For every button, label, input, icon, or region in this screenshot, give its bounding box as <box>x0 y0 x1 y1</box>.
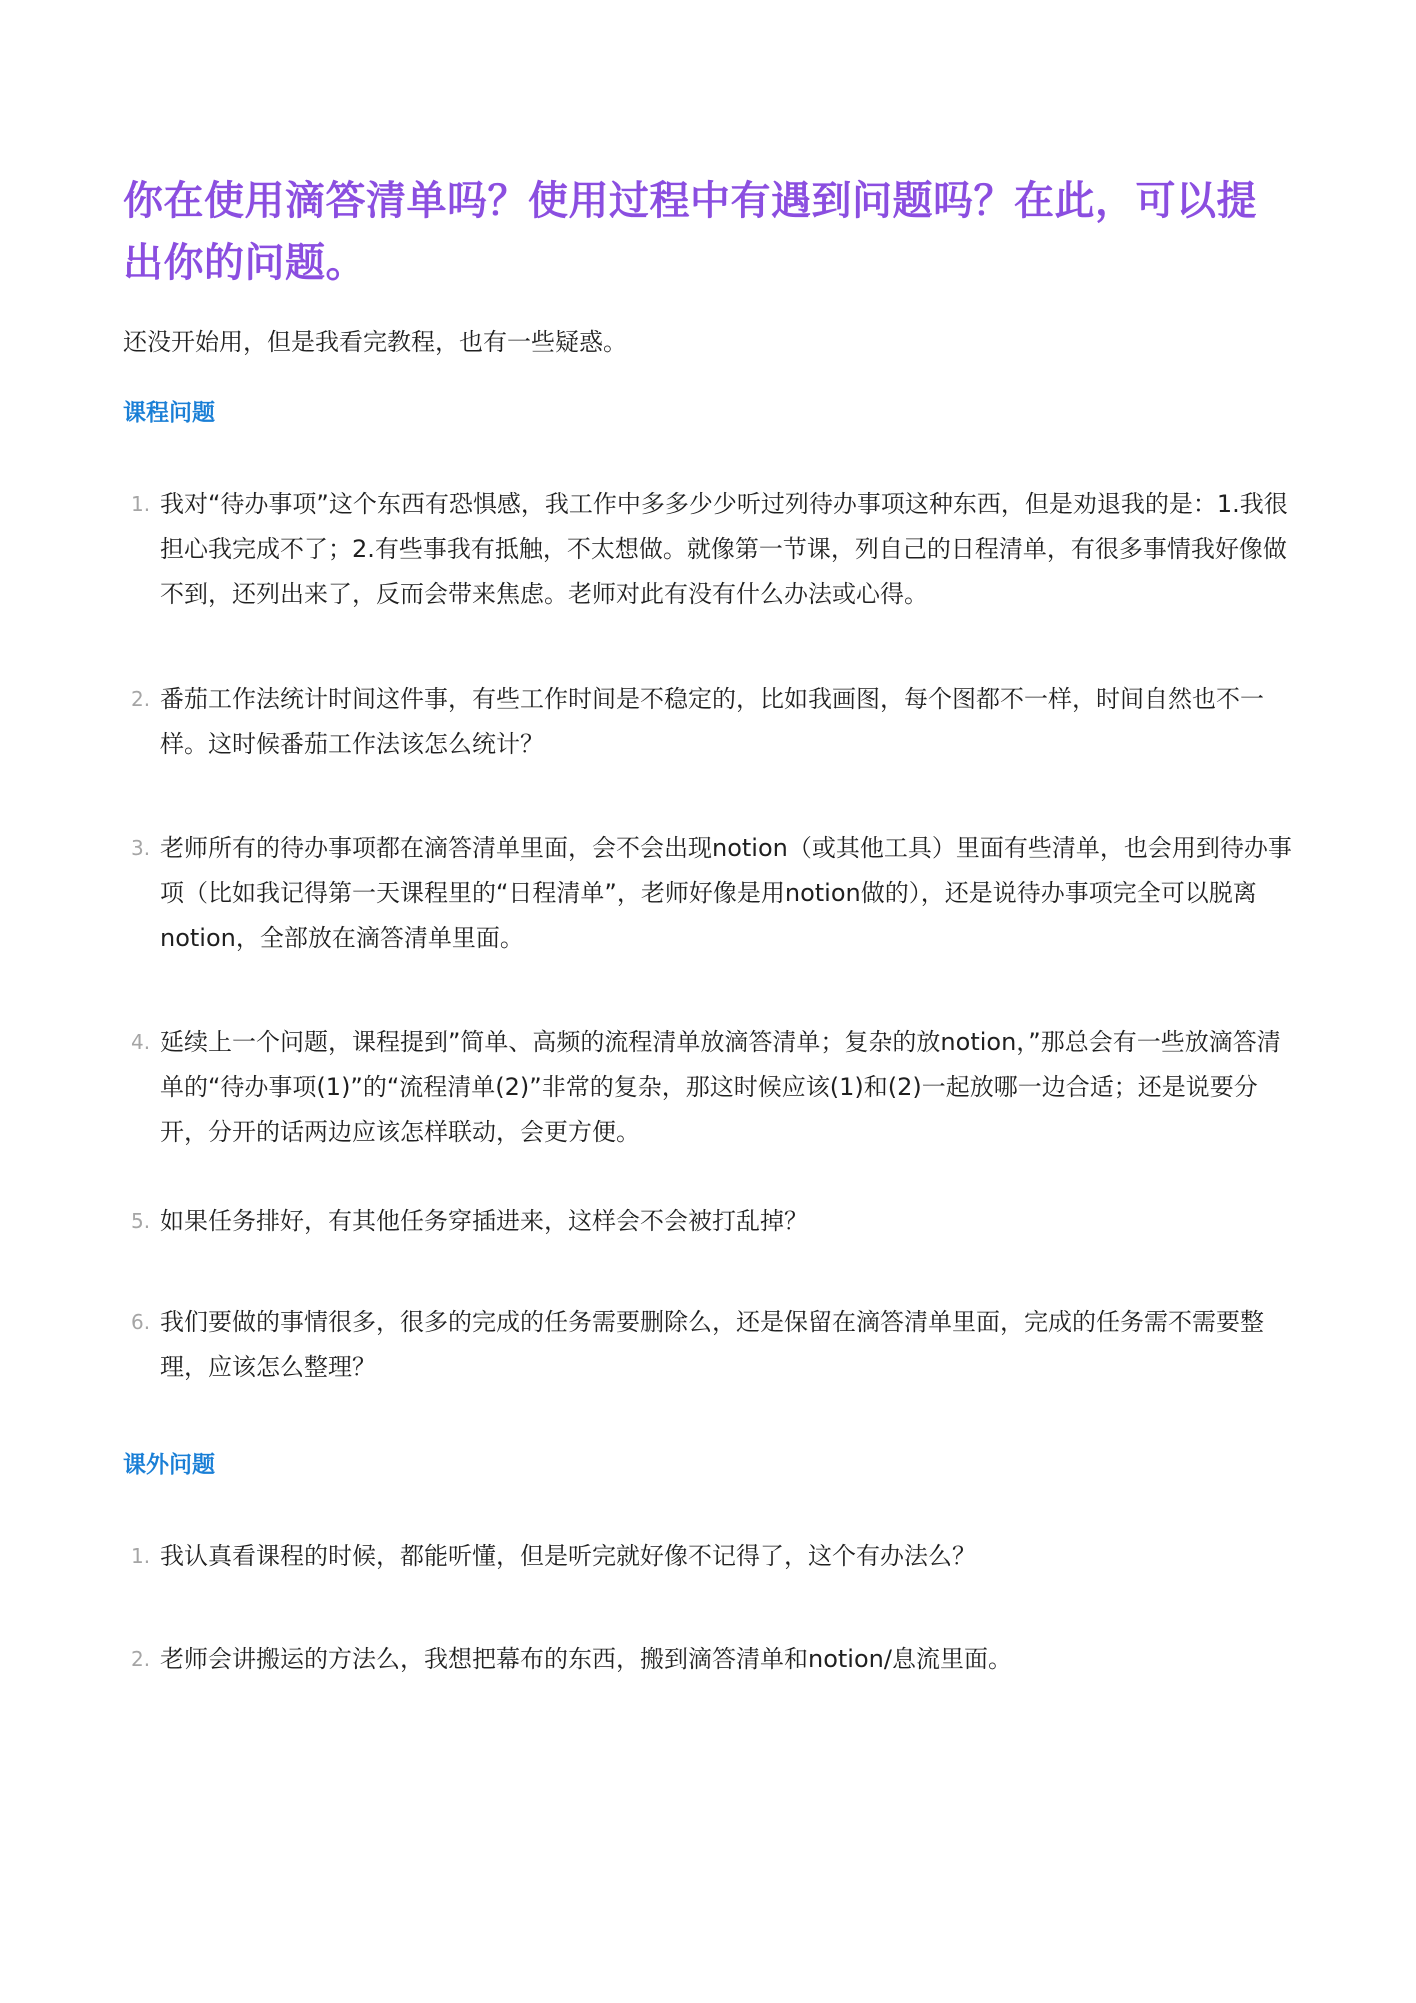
list-item-text: 老师会讲搬运的方法么，我想把幕布的东西，搬到滴答清单和notion/息流里面。 <box>160 1645 1012 1673</box>
list-number: 5. <box>131 1209 151 1233</box>
extra-question-list <box>123 1534 1293 1682</box>
intro-text: 还没开始用，但是我看完教程，也有一些疑惑。 <box>123 328 627 356</box>
list-number: 1. <box>131 492 151 516</box>
list-item <box>123 1199 1293 1244</box>
list-number: 3. <box>131 836 151 860</box>
list-item <box>123 1300 1293 1390</box>
list-item-text: 如果任务排好，有其他任务穿插进来，这样会不会被打乱掉？ <box>160 1207 808 1235</box>
list-number: 6. <box>131 1310 151 1334</box>
list-item-text: 番茄工作法统计时间这件事，有些工作时间是不稳定的，比如我画图，每个图都不一样，时间自然也不一样。这时候番茄工作法该怎么统计？ <box>160 685 1264 758</box>
list-number: 2. <box>131 1647 151 1671</box>
list-item <box>123 482 1293 617</box>
list-item <box>123 1637 1293 1682</box>
list-number: 4. <box>131 1030 151 1054</box>
list-item-text: 老师所有的待办事项都在滴答清单里面，会不会出现notion（或其他工具）里面有些清单，也会用到待办事项（比如我记得第一天课程里的“日程清单”，老师好像是用notion做的），还是说待办事项完全可以脱离notion，全部放在滴答清单里面。 <box>160 834 1292 952</box>
list-item <box>123 1020 1293 1155</box>
list-item <box>123 677 1293 767</box>
page-title: 你在使用滴答清单吗？使用过程中有遇到问题吗？在此，可以提出你的问题。 <box>123 178 1257 286</box>
list-item-text: 我对“待办事项”这个东西有恐惧感，我工作中多多少少听过列待办事项这种东西，但是劝退我的是：1.我很担心我完成不了；2.有些事我有抵触，不太想做。就像第一节课，列自己的日程清单，有很多事情我好像做不到，还列出来了，反而会带来焦虑。老师对此有没有什么办法或心得。 <box>160 490 1288 608</box>
section-heading-course: 课程问题 <box>123 400 215 426</box>
section-heading-extra: 课外问题 <box>123 1452 215 1478</box>
course-question-list <box>123 482 1293 1390</box>
list-number: 2. <box>131 687 151 711</box>
list-item <box>123 1534 1293 1579</box>
list-item <box>123 826 1293 961</box>
list-item-text: 我认真看课程的时候，都能听懂，但是听完就好像不记得了，这个有办法么？ <box>160 1542 976 1570</box>
list-number: 1. <box>131 1544 151 1568</box>
document-page <box>123 170 1293 1682</box>
list-item-text: 我们要做的事情很多，很多的完成的任务需要删除么，还是保留在滴答清单里面，完成的任务需不需要整理，应该怎么整理？ <box>160 1308 1264 1381</box>
list-item-text: 延续上一个问题，课程提到”简单、高频的流程清单放滴答清单；复杂的放notion，”那总会有一些放滴答清单的“待办事项(1)”的“流程清单(2)”非常的复杂，那这时候应该(1)和(2)一起放哪一边合适；还是说要分开，分开的话两边应该怎样联动，会更方便。 <box>160 1028 1281 1146</box>
